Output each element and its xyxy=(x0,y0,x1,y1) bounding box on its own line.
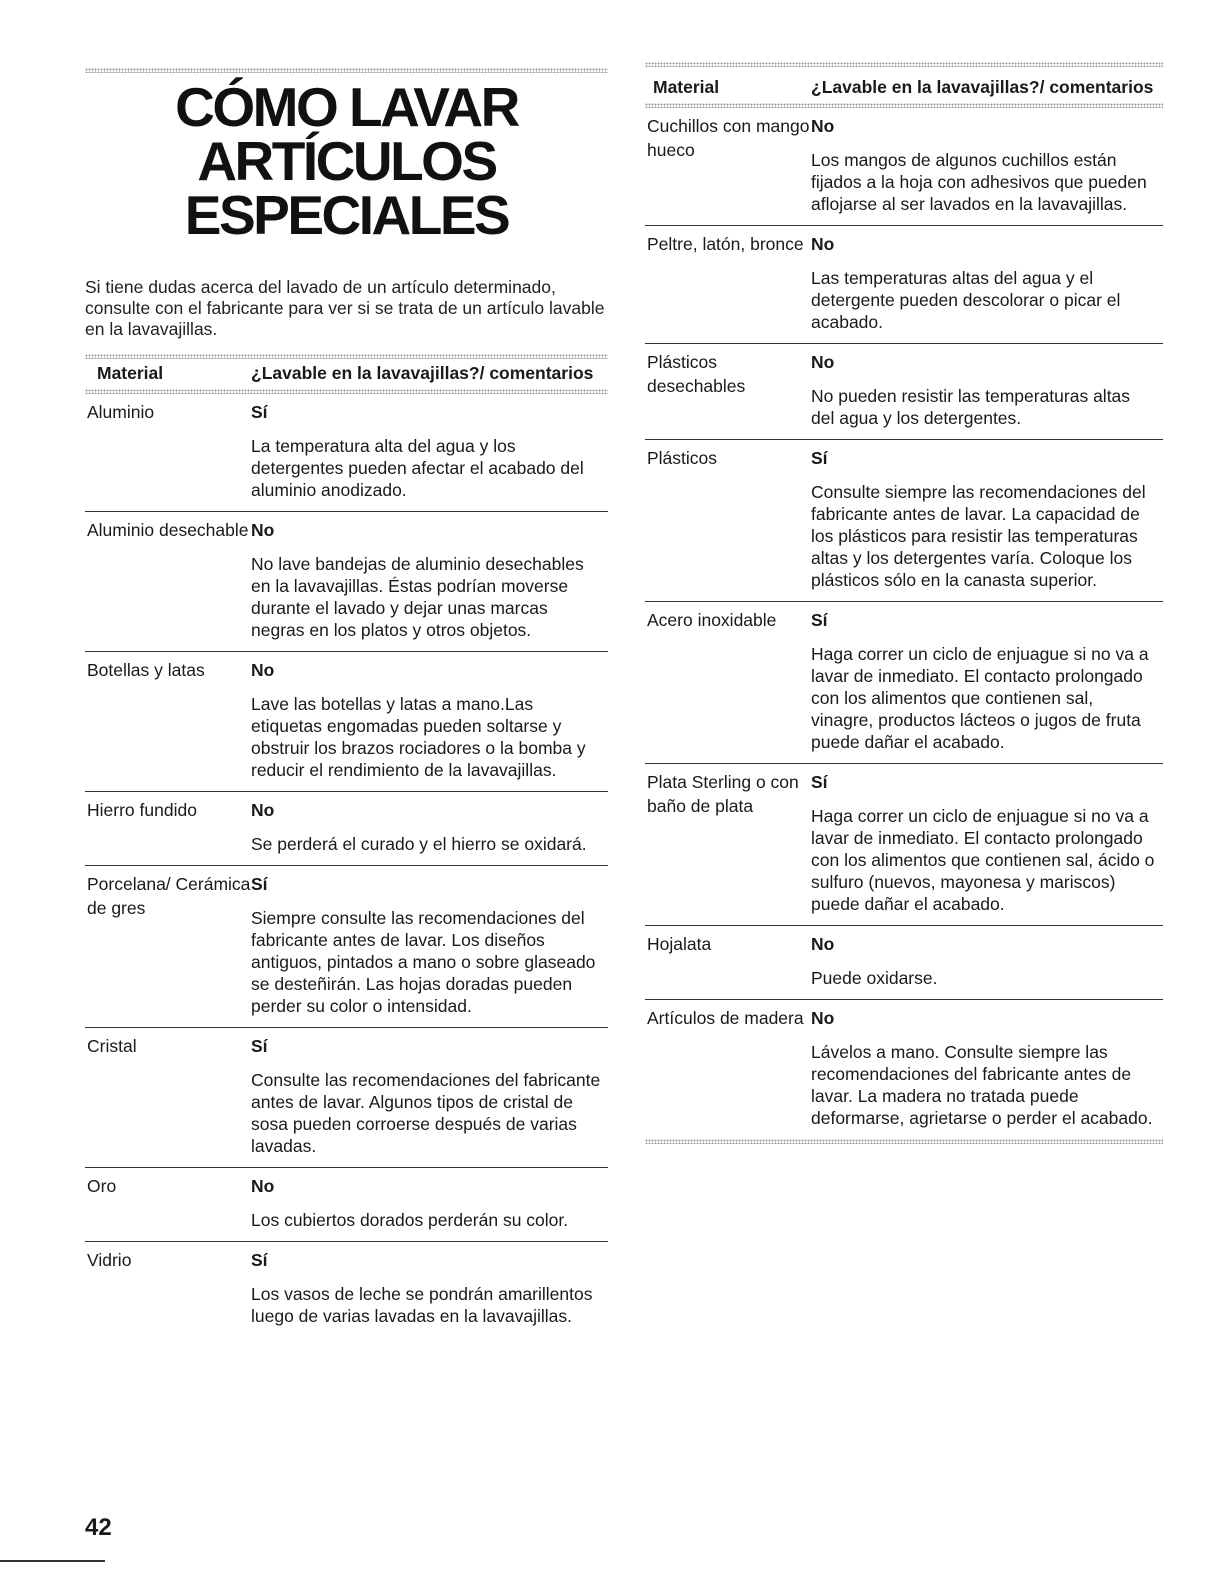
material-comment: Haga correr un ciclo de enjuague si no va a lavar de inmediato. El contacto prolongado con los alimentos que contienen sal, ácido o sulfuro (nuevos, mayonesa y mariscos) puede dañar el acabado. xyxy=(811,806,1155,914)
washable-answer: No xyxy=(811,1008,835,1028)
material-info xyxy=(251,652,608,792)
washable-answer: No xyxy=(251,520,275,540)
header-washable: ¿Lavable en la lavavajillas?/ comentarios xyxy=(811,77,1154,97)
washable-answer: Sí xyxy=(811,448,828,468)
material-name: Aluminio desechable xyxy=(85,512,251,652)
left-table xyxy=(85,354,608,1337)
washable-answer: Sí xyxy=(251,1250,268,1270)
material-comment: Los vasos de leche se pondrán amarillentos luego de varias lavadas en la lavavajillas. xyxy=(251,1284,593,1326)
washable-answer: No xyxy=(251,800,275,820)
table-row xyxy=(85,792,608,866)
material-info xyxy=(251,1028,608,1168)
table-row xyxy=(645,926,1163,1000)
material-comment: Los cubiertos dorados perderán su color. xyxy=(251,1210,569,1230)
table-row xyxy=(645,108,1163,226)
material-info xyxy=(251,1242,608,1338)
material-comment: No lave bandejas de aluminio desechables en la lavavajillas. Éstas podrían moverse durante el lavado y dejar unas marcas negras en los platos y otros objetos. xyxy=(251,554,584,640)
washable-answer: Sí xyxy=(811,610,828,630)
material-info xyxy=(251,792,608,866)
material-comment: Consulte siempre las recomendaciones del fabricante antes de lavar. La capacidad de los plásticos para resistir las temperaturas altas y los detergentes varía. Coloque los plásticos sólo en la canasta superior. xyxy=(811,482,1146,590)
material-name: Hierro fundido xyxy=(85,792,251,866)
footer-rule xyxy=(0,1560,105,1562)
washable-answer: No xyxy=(251,660,275,680)
material-name: Plata Sterling o con baño de plata xyxy=(645,764,811,926)
material-name: Plásticos xyxy=(645,440,811,602)
materials-table-left xyxy=(85,394,608,1337)
washable-answer: Sí xyxy=(251,1036,268,1056)
intro-paragraph: Si tiene dudas acerca del lavado de un artículo determinado, consulte con el fabricante para ver si se trata de un artículo lavable en la lavavajillas. xyxy=(85,277,605,339)
washable-answer: Sí xyxy=(251,402,268,422)
material-info xyxy=(251,866,608,1028)
material-comment: Lávelos a mano. Consulte siempre las recomendaciones del fabricante antes de lavar. La madera no tratada puede deformarse, agrietarse o perder el acabado. xyxy=(811,1042,1153,1128)
material-name: Aluminio xyxy=(85,394,251,512)
title-line-3: ESPECIALES xyxy=(184,184,509,246)
material-name: Oro xyxy=(85,1168,251,1242)
table-header xyxy=(645,67,1163,103)
material-info xyxy=(251,1168,608,1242)
page-number: 42 xyxy=(85,1514,112,1541)
table-row xyxy=(85,866,608,1028)
table-row xyxy=(85,1242,608,1338)
table-row xyxy=(645,602,1163,764)
material-comment: Siempre consulte las recomendaciones del fabricante antes de lavar. Los diseños antiguos, pintados a mano o sobre glaseado se desteñirán. Las hojas doradas pueden perder su color o intensidad. xyxy=(251,908,596,1016)
material-name: Cuchillos con mango hueco xyxy=(645,108,811,226)
washable-answer: No xyxy=(811,934,835,954)
material-info xyxy=(811,440,1163,602)
table-bottom-rule xyxy=(645,1139,1163,1144)
material-comment: Puede oxidarse. xyxy=(811,968,938,988)
material-comment: La temperatura alta del agua y los detergentes pueden afectar el acabado del aluminio anodizado. xyxy=(251,436,584,500)
materials-table-right xyxy=(645,108,1163,1139)
material-comment: Consulte las recomendaciones del fabricante antes de lavar. Algunos tipos de cristal de sosa pueden corroerse después de varias lavadas. xyxy=(251,1070,601,1156)
material-info xyxy=(251,394,608,512)
table-row xyxy=(85,652,608,792)
material-info xyxy=(811,1000,1163,1140)
material-name: Porcelana/ Cerámica de gres xyxy=(85,866,251,1028)
table-row xyxy=(85,1168,608,1242)
material-name: Vidrio xyxy=(87,1250,132,1270)
material-name: Cristal xyxy=(85,1028,251,1168)
table-row xyxy=(85,1028,608,1168)
header-washable: ¿Lavable en la lavavajillas?/ comentarios xyxy=(251,363,594,383)
table-row xyxy=(645,440,1163,602)
material-comment: Los mangos de algunos cuchillos están fijados a la hoja con adhesivos que pueden aflojarse al ser lavados en la lavavajillas. xyxy=(811,150,1147,214)
material-info xyxy=(811,764,1163,926)
material-comment: Se perderá el curado y el hierro se oxidará. xyxy=(251,834,587,854)
material-comment: Haga correr un ciclo de enjuague si no va a lavar de inmediato. El contacto prolongado con los alimentos que contienen sal, vinagre, productos lácteos o jugos de fruta puede dañar el acabado. xyxy=(811,644,1149,752)
material-name: Hojalata xyxy=(645,926,811,1000)
right-table xyxy=(645,62,1163,1144)
material-info xyxy=(811,344,1163,440)
material-info xyxy=(811,226,1163,344)
header-material: Material xyxy=(653,77,720,97)
table-row xyxy=(645,1000,1163,1140)
washable-answer: No xyxy=(811,352,835,372)
table-row xyxy=(645,344,1163,440)
material-info xyxy=(811,926,1163,1000)
table-header xyxy=(85,359,608,389)
material-name: Peltre, latón, bronce xyxy=(645,226,811,344)
washable-answer: No xyxy=(251,1176,275,1196)
washable-answer: Sí xyxy=(251,874,268,894)
table-row xyxy=(85,394,608,512)
table-row xyxy=(645,764,1163,926)
washable-answer: No xyxy=(811,116,835,136)
washable-answer: No xyxy=(811,234,835,254)
material-name: Plásticos desechables xyxy=(645,344,811,440)
material-name: Botellas y latas xyxy=(85,652,251,792)
table-row xyxy=(85,512,608,652)
material-info xyxy=(811,602,1163,764)
material-name: Artículos de madera xyxy=(647,1008,804,1028)
material-info xyxy=(811,108,1163,226)
header-material: Material xyxy=(97,363,164,383)
title-line-2: ARTÍCULOS xyxy=(197,130,496,192)
material-comment: Las temperaturas altas del agua y el detergente pueden descolorar o picar el acabado. xyxy=(811,268,1121,332)
page-title xyxy=(85,76,608,246)
material-comment: Lave las botellas y latas a mano.Las etiquetas engomadas pueden soltarse y obstruir los brazos rociadores o la bomba y reducir el rendimiento de la lavavajillas. xyxy=(251,694,586,780)
material-name: Acero inoxidable xyxy=(645,602,811,764)
material-info xyxy=(251,512,608,652)
title-top-rule xyxy=(85,68,608,73)
washable-answer: Sí xyxy=(811,772,828,792)
title-line-1: CÓMO LAVAR xyxy=(175,76,518,138)
material-comment: No pueden resistir las temperaturas altas del agua y los detergentes. xyxy=(811,386,1131,428)
table-row xyxy=(645,226,1163,344)
